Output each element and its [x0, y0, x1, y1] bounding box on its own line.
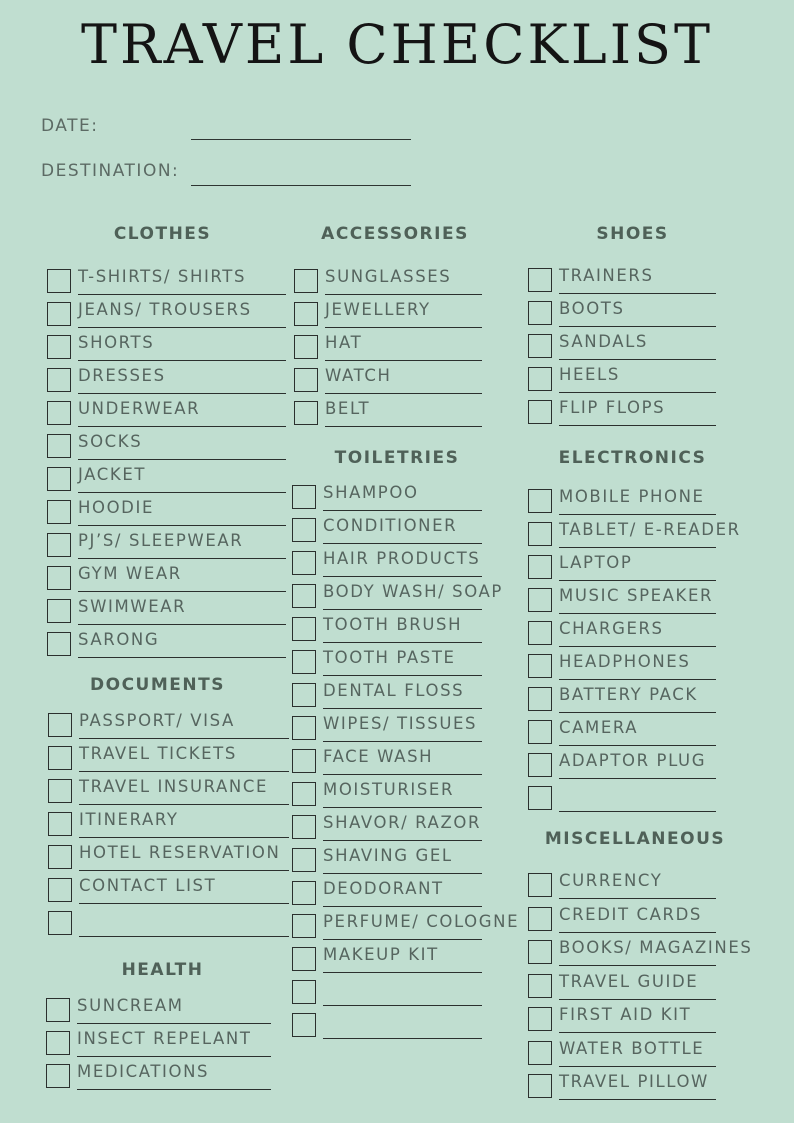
toiletries-item [292, 483, 513, 511]
write-line[interactable] [323, 741, 482, 742]
write-line[interactable] [78, 360, 286, 361]
checkbox[interactable] [47, 533, 71, 557]
checkbox[interactable] [48, 911, 72, 935]
item-label: MOISTURISER [323, 780, 455, 799]
item-label: SWIMWEAR [78, 597, 187, 616]
miscellaneous-item [528, 1039, 747, 1067]
item-label: JEANS/ TROUSERS [78, 300, 252, 319]
clothes-item [47, 366, 317, 394]
miscellaneous-item [528, 972, 747, 1000]
checkbox[interactable] [292, 485, 316, 509]
write-line[interactable] [325, 426, 482, 427]
electronics-item [528, 751, 747, 779]
clothes-item [47, 564, 317, 592]
write-line[interactable] [323, 906, 482, 907]
write-line[interactable] [559, 580, 716, 581]
miscellaneous-heading: MISCELLANEOUS [544, 829, 726, 849]
miscellaneous-item [528, 871, 747, 899]
checkbox[interactable] [528, 301, 552, 325]
write-line[interactable] [559, 613, 716, 614]
write-line[interactable] [559, 999, 716, 1000]
item-label: SANDALS [559, 332, 648, 351]
checkbox[interactable] [292, 683, 316, 707]
write-line[interactable] [325, 393, 482, 394]
checkbox[interactable] [48, 779, 72, 803]
accessories-item [294, 300, 513, 328]
toiletries-item [292, 846, 513, 874]
item-label: WATCH [325, 366, 392, 385]
checkbox[interactable] [292, 551, 316, 575]
page-title: TRAVEL CHECKLIST [80, 13, 714, 76]
item-label: HEADPHONES [559, 652, 691, 671]
checkbox[interactable] [47, 632, 71, 656]
write-line[interactable] [323, 939, 482, 940]
documents-item [48, 777, 320, 805]
shoes-heading: SHOES [596, 224, 669, 244]
item-label: DEODORANT [323, 879, 444, 898]
write-line[interactable] [78, 327, 286, 328]
write-line[interactable] [559, 392, 716, 393]
write-line[interactable] [323, 642, 482, 643]
item-label: CONDITIONER [323, 516, 458, 535]
electronics-item [528, 619, 747, 647]
write-line[interactable] [559, 679, 716, 680]
clothes-item [47, 399, 317, 427]
write-line[interactable] [79, 771, 289, 772]
destination-label: DESTINATION: [41, 161, 180, 181]
checkbox[interactable] [292, 716, 316, 740]
item-label: SUNGLASSES [325, 267, 452, 286]
item-label: BATTERY PACK [559, 685, 698, 704]
item-label: DRESSES [78, 366, 166, 385]
checkbox[interactable] [292, 848, 316, 872]
write-line[interactable] [559, 326, 716, 327]
electronics-item [528, 718, 747, 746]
write-line[interactable] [77, 1089, 271, 1090]
miscellaneous-item [528, 938, 753, 966]
checkbox[interactable] [528, 621, 552, 645]
write-line[interactable] [78, 624, 286, 625]
write-line[interactable] [325, 294, 482, 295]
item-label: ADAPTOR PLUG [559, 751, 707, 770]
item-label: TRAVEL PILLOW [559, 1072, 709, 1091]
documents-heading: DOCUMENTS [90, 675, 225, 695]
item-label: MAKEUP KIT [323, 945, 439, 964]
checkbox[interactable] [46, 998, 70, 1022]
write-line[interactable] [559, 898, 716, 899]
destination-field[interactable] [191, 185, 411, 186]
documents-item [48, 810, 320, 838]
checkbox[interactable] [47, 566, 71, 590]
checkbox[interactable] [292, 749, 316, 773]
write-line[interactable] [559, 932, 716, 933]
electronics-item [528, 553, 747, 581]
shoes-item [528, 299, 747, 327]
accessories-item [294, 333, 513, 361]
checkbox[interactable] [47, 302, 71, 326]
item-label: WATER BOTTLE [559, 1038, 705, 1058]
write-line[interactable] [559, 547, 716, 548]
item-label: HAIR PRODUCTS [323, 549, 481, 568]
checkbox[interactable] [294, 302, 318, 326]
item-label: BODY WASH/ SOAP [323, 582, 503, 601]
checkbox[interactable] [528, 334, 552, 358]
checkbox[interactable] [292, 980, 316, 1004]
item-label: TRAVEL INSURANCE [79, 777, 268, 796]
checkbox[interactable] [47, 401, 71, 425]
write-line[interactable] [78, 591, 286, 592]
item-label: HOTEL RESERVATION [79, 843, 281, 862]
write-line[interactable] [78, 294, 286, 295]
shoes-item [528, 266, 747, 294]
checkbox[interactable] [47, 335, 71, 359]
write-line[interactable] [79, 936, 289, 937]
checkbox[interactable] [528, 367, 552, 391]
electronics-item [528, 784, 747, 812]
write-line[interactable] [79, 804, 289, 805]
write-line[interactable] [559, 293, 716, 294]
write-line[interactable] [323, 774, 482, 775]
checkbox[interactable] [47, 467, 71, 491]
checkbox[interactable] [48, 845, 72, 869]
item-label: JEWELLERY [325, 300, 431, 319]
write-line[interactable] [323, 873, 482, 874]
write-line[interactable] [78, 657, 286, 658]
toiletries-item [292, 747, 513, 775]
write-line[interactable] [323, 840, 482, 841]
item-label: DENTAL FLOSS [323, 681, 465, 700]
item-label: PERFUME/ COLOGNE [323, 912, 520, 931]
write-line[interactable] [77, 1056, 271, 1057]
item-label: ITINERARY [79, 810, 179, 829]
date-label: DATE: [41, 116, 99, 136]
write-line[interactable] [559, 646, 716, 647]
checkbox[interactable] [48, 878, 72, 902]
checkbox[interactable] [528, 400, 552, 424]
item-label: SARONG [78, 630, 160, 649]
item-label: GYM WEAR [78, 564, 182, 583]
write-line[interactable] [325, 327, 482, 328]
clothes-item [47, 333, 317, 361]
checkbox[interactable] [48, 713, 72, 737]
item-label: LAPTOP [559, 553, 633, 572]
checkbox[interactable] [292, 518, 316, 542]
clothes-item [47, 432, 317, 460]
health-item [46, 996, 302, 1024]
checkbox[interactable] [292, 815, 316, 839]
item-label: HOODIE [78, 498, 154, 517]
item-label: PASSPORT/ VISA [79, 711, 235, 730]
electronics-item [528, 586, 747, 614]
clothes-item [47, 630, 317, 658]
write-line[interactable] [325, 360, 482, 361]
write-line[interactable] [78, 525, 286, 526]
write-line[interactable] [323, 609, 482, 610]
write-line[interactable] [559, 965, 716, 966]
checkbox[interactable] [528, 588, 552, 612]
write-line[interactable] [79, 903, 289, 904]
checkbox[interactable] [292, 617, 316, 641]
checkbox[interactable] [292, 914, 316, 938]
write-line[interactable] [78, 459, 286, 460]
write-line[interactable] [78, 558, 286, 559]
toiletries-item [292, 714, 513, 742]
write-line[interactable] [323, 510, 482, 511]
checkbox[interactable] [528, 720, 552, 744]
item-label: SUNCREAM [77, 996, 184, 1015]
accessories-heading: ACCESSORIES [321, 224, 469, 244]
item-label: FLIP FLOPS [559, 398, 666, 417]
item-label: PJ’S/ SLEEPWEAR [78, 531, 244, 550]
write-line[interactable] [323, 972, 482, 973]
item-label: MUSIC SPEAKER [559, 586, 714, 605]
toiletries-item [292, 978, 513, 1006]
miscellaneous-item [528, 1005, 747, 1033]
checkbox[interactable] [528, 974, 552, 998]
write-line[interactable] [77, 1023, 271, 1024]
accessories-item [294, 267, 513, 295]
item-label: BOOKS/ MAGAZINES [559, 938, 753, 957]
documents-item [48, 909, 320, 937]
clothes-item [47, 531, 317, 559]
clothes-item [47, 465, 317, 493]
checkbox[interactable] [528, 907, 552, 931]
clothes-item [47, 597, 317, 625]
toiletries-item [292, 945, 513, 973]
write-line[interactable] [323, 708, 482, 709]
item-label: SHAMPOO [323, 483, 419, 502]
item-label: FACE WASH [323, 747, 434, 766]
item-label: SOCKS [78, 432, 143, 451]
checkbox[interactable] [528, 753, 552, 777]
write-line[interactable] [559, 1099, 716, 1100]
checkbox[interactable] [47, 269, 71, 293]
shoes-item [528, 332, 747, 360]
checkbox[interactable] [528, 786, 552, 810]
write-line[interactable] [559, 514, 716, 515]
miscellaneous-item [528, 1072, 747, 1100]
item-label: INSECT REPELANT [77, 1029, 252, 1048]
write-line[interactable] [79, 870, 289, 871]
checkbox[interactable] [47, 368, 71, 392]
checkbox[interactable] [528, 654, 552, 678]
item-label: TOOTH BRUSH [323, 615, 463, 634]
toiletries-item [292, 879, 513, 907]
toiletries-item [292, 582, 513, 610]
checkbox[interactable] [292, 947, 316, 971]
toiletries-heading: TOILETRIES [334, 448, 460, 468]
shoes-item [528, 365, 747, 393]
write-line[interactable] [79, 738, 289, 739]
documents-item [48, 843, 320, 871]
item-label: CHARGERS [559, 619, 664, 638]
item-label: MOBILE PHONE [559, 487, 705, 506]
checkbox[interactable] [46, 1064, 70, 1088]
item-label: CAMERA [559, 718, 639, 737]
item-label: BOOTS [559, 299, 625, 318]
checkbox[interactable] [292, 782, 316, 806]
item-label: TOOTH PASTE [323, 648, 456, 667]
toiletries-item [292, 780, 513, 808]
checkbox[interactable] [47, 599, 71, 623]
toiletries-item [292, 681, 513, 709]
item-label: MEDICATIONS [77, 1062, 210, 1081]
item-label: TRAINERS [559, 266, 654, 285]
checkbox[interactable] [528, 522, 552, 546]
write-line[interactable] [559, 712, 716, 713]
item-label: HEELS [559, 365, 620, 384]
checkbox[interactable] [294, 269, 318, 293]
write-line[interactable] [559, 811, 716, 812]
write-line[interactable] [323, 1038, 482, 1039]
documents-item [48, 744, 320, 772]
item-label: TRAVEL GUIDE [559, 971, 699, 991]
item-label: CONTACT LIST [79, 876, 217, 895]
write-line[interactable] [323, 576, 482, 577]
item-label: TRAVEL TICKETS [79, 744, 237, 763]
toiletries-item [292, 648, 513, 676]
item-label: T-SHIRTS/ SHIRTS [78, 267, 247, 286]
checkbox[interactable] [528, 1074, 552, 1098]
documents-item [48, 711, 320, 739]
checkbox[interactable] [292, 650, 316, 674]
toiletries-item [292, 912, 520, 940]
shoes-item [528, 398, 747, 426]
write-line[interactable] [78, 492, 286, 493]
electronics-heading: ELECTRONICS [558, 448, 707, 468]
write-line[interactable] [78, 393, 286, 394]
checkbox[interactable] [294, 401, 318, 425]
accessories-item [294, 399, 513, 427]
checkbox[interactable] [47, 500, 71, 524]
checkbox[interactable] [47, 434, 71, 458]
write-line[interactable] [559, 745, 716, 746]
write-line[interactable] [323, 675, 482, 676]
health-heading: HEALTH [121, 960, 204, 980]
electronics-item [528, 487, 747, 515]
checkbox[interactable] [528, 1041, 552, 1065]
write-line[interactable] [79, 837, 289, 838]
checkbox[interactable] [528, 687, 552, 711]
checkbox[interactable] [528, 1007, 552, 1031]
item-label: SHORTS [78, 333, 155, 352]
write-line[interactable] [323, 807, 482, 808]
item-label: CREDIT CARDS [559, 904, 702, 924]
electronics-item [528, 652, 747, 680]
write-line[interactable] [559, 1032, 716, 1033]
item-label: JACKET [78, 465, 147, 484]
date-field[interactable] [191, 139, 411, 140]
miscellaneous-item [528, 905, 747, 933]
write-line[interactable] [323, 543, 482, 544]
write-line[interactable] [78, 426, 286, 427]
checkbox[interactable] [294, 335, 318, 359]
item-label: CURRENCY [559, 871, 663, 890]
documents-item [48, 876, 320, 904]
toiletries-item [292, 1011, 513, 1039]
item-label: FIRST AID KIT [559, 1005, 692, 1024]
toiletries-item [292, 813, 513, 841]
health-item [46, 1029, 302, 1057]
checkbox[interactable] [292, 881, 316, 905]
toiletries-item [292, 549, 513, 577]
clothes-heading: CLOTHES [113, 224, 212, 244]
electronics-item [528, 520, 747, 548]
toiletries-item [292, 516, 513, 544]
checkbox[interactable] [48, 812, 72, 836]
health-item [46, 1062, 302, 1090]
clothes-item [47, 267, 317, 295]
item-label: SHAVING GEL [323, 846, 453, 865]
write-line[interactable] [559, 778, 716, 779]
write-line[interactable] [323, 1005, 482, 1006]
item-label: WIPES/ TISSUES [323, 714, 478, 733]
checkbox[interactable] [46, 1031, 70, 1055]
item-label: UNDERWEAR [78, 399, 201, 418]
checkbox[interactable] [292, 584, 316, 608]
electronics-item [528, 685, 747, 713]
accessories-item [294, 366, 513, 394]
checkbox[interactable] [48, 746, 72, 770]
clothes-item [47, 300, 317, 328]
checkbox[interactable] [528, 555, 552, 579]
checkbox[interactable] [528, 873, 552, 897]
checkbox[interactable] [528, 489, 552, 513]
item-label: HAT [325, 333, 363, 352]
item-label: TABLET/ E-READER [559, 520, 741, 539]
checkbox[interactable] [528, 268, 552, 292]
write-line[interactable] [559, 425, 716, 426]
clothes-item [47, 498, 317, 526]
checkbox[interactable] [294, 368, 318, 392]
item-label: BELT [325, 399, 371, 418]
toiletries-item [292, 615, 513, 643]
write-line[interactable] [559, 359, 716, 360]
write-line[interactable] [559, 1066, 716, 1067]
checkbox[interactable] [292, 1013, 316, 1037]
item-label: SHAVOR/ RAZOR [323, 813, 482, 832]
checkbox[interactable] [528, 940, 552, 964]
